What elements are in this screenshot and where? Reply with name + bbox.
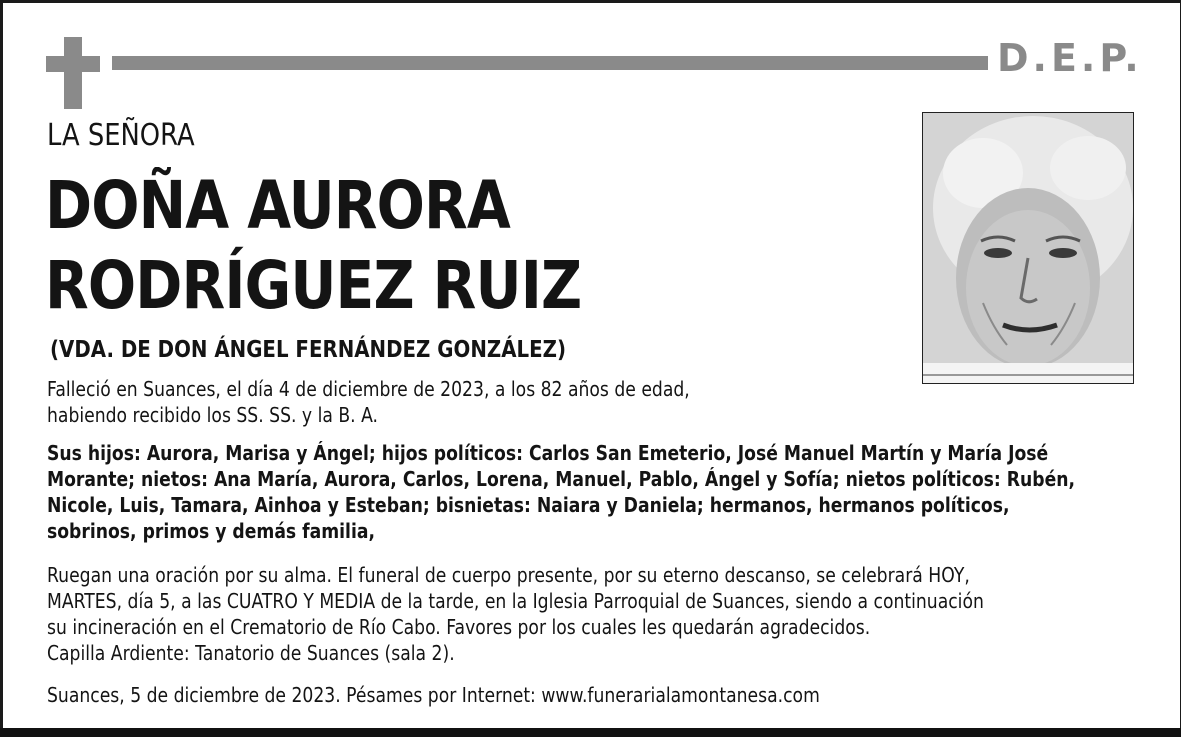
family-list: [47, 440, 1079, 544]
family-line: Nicole, Luis, Tamara, Ainhoa y Esteban; bisnietas: Naiara y Daniela; hermanos, hermanos políticos,: [47, 493, 1010, 517]
family-line: sobrinos, primos y demás familia,: [47, 519, 375, 543]
deceased-name: [45, 166, 581, 326]
death-line: habiendo recibido los SS. SS. y la B. A.: [47, 403, 379, 427]
name-line-2: RODRÍGUEZ RUIZ: [45, 247, 582, 324]
funeral-line: Capilla Ardiente: Tanatorio de Suances (sala 2).: [47, 641, 455, 665]
death-line: Falleció en Suances, el día 4 de diciembre de 2023, a los 82 años de edad,: [47, 377, 690, 401]
dep-label: D.E.P.: [997, 36, 1143, 80]
intro-label: LA SEÑORA: [47, 118, 195, 153]
funeral-line: Ruegan una oración por su alma. El funeral de cuerpo presente, por su eterno descanso, se celebrará HOY,: [47, 563, 970, 587]
funeral-details: [47, 562, 1079, 666]
family-line: Sus hijos: Aurora, Marisa y Ángel; hijos políticos: Carlos San Emeterio, José Manuel Martín y María José: [47, 441, 1049, 465]
death-details: [47, 376, 1079, 428]
bottom-border: [0, 728, 1181, 737]
portrait-image: [923, 113, 1134, 384]
cross-icon-vertical: [64, 37, 82, 109]
header-rule: [112, 56, 988, 70]
funeral-line: MARTES, día 5, a las CUATRO Y MEDIA de la tarde, en la Iglesia Parroquial de Suances, siendo a continuación: [47, 589, 984, 613]
widow-line: (VDA. DE DON ÁNGEL FERNÁNDEZ GONZÁLEZ): [50, 337, 567, 363]
cross-icon-horizontal: [46, 56, 100, 72]
funeral-line: su incineración en el Crematorio de Río Cabo. Favores por los cuales les quedarán agradecidos.: [47, 615, 871, 639]
family-line: Morante; nietos: Ana María, Aurora, Carlos, Lorena, Manuel, Pablo, Ángel y Sofía; nietos políticos: Rubén,: [47, 467, 1076, 491]
name-line-1: DOÑA AURORA: [45, 167, 510, 244]
portrait-photo: [922, 112, 1134, 384]
footer-line: Suances, 5 de diciembre de 2023. Pésames por Internet: www.funerarialamontanesa.com: [47, 683, 820, 707]
